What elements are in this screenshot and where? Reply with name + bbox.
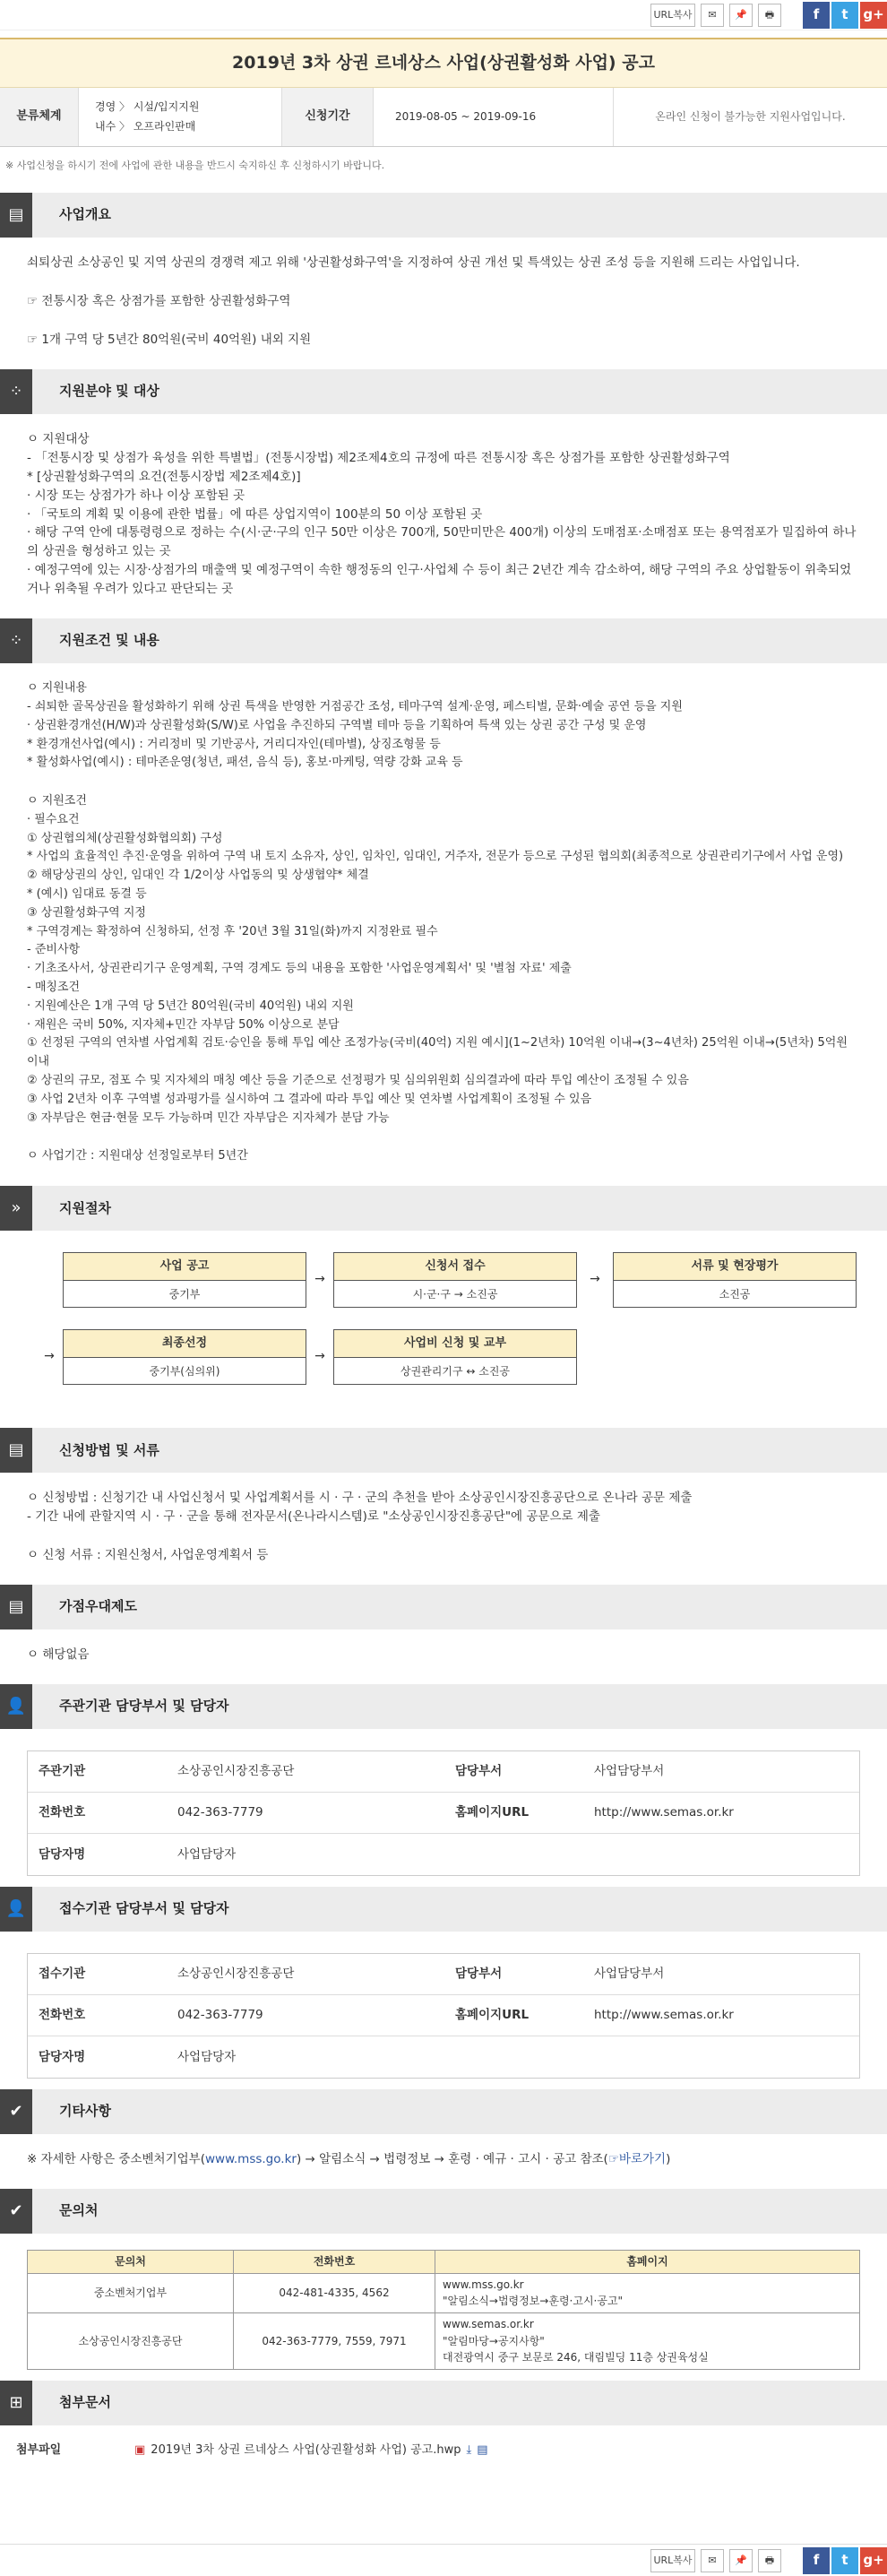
section-header-procedure — [0, 1186, 887, 1231]
bonus-body — [0, 1629, 887, 1675]
url-copy-button[interactable]: URL복사 — [650, 4, 695, 27]
overview-text: ☞ 1개 구역 당 5년간 80억원(국비 40억원) 내외 지원 — [27, 332, 312, 347]
host-dept-value: 사업담당부서 — [583, 1751, 859, 1793]
section-title: 기타사항 — [59, 2103, 111, 2120]
cond-line: * 환경개선사업(예시) : 거리정비 및 기반공사, 거리디자인(테마별), 상징조형물 등 — [27, 737, 441, 751]
apply-line: ㅇ 신청방법 : 신청기간 내 사업신청서 및 사업계획서를 시 · 구 · 군의 추천을 받아 소상공인시장진흥공단으로 온나라 공문 제출 — [27, 1491, 693, 1506]
step-head: 최종선정 — [64, 1330, 306, 1358]
section-title: 접수기관 담당부서 및 담당자 — [59, 1900, 229, 1917]
receiver-tel-label: 전화번호 — [28, 1995, 167, 2036]
arrow-right-icon: → — [590, 1272, 600, 1287]
check-icon: ✔ — [0, 2189, 32, 2234]
bonus-line: ㅇ 해당없음 — [27, 1647, 90, 1662]
host-url-label: 홈페이지URL — [444, 1793, 583, 1834]
receiver-person-value: 사업담당자 — [177, 2049, 237, 2064]
section-header-conditions — [0, 618, 887, 663]
receiver-org-label: 접수기관 — [28, 1954, 167, 1995]
apply-line: - 기간 내에 관할지역 시 · 구 · 군을 통해 전자문서(온나라시스템)로 "소상공인시장진흥공단"에 공문으로 제출 — [27, 1509, 600, 1525]
step-head: 사업 공고 — [64, 1253, 306, 1281]
cond-line: · 재원은 국비 50%, 지자체+민간 자부담 50% 이상으로 분담 — [27, 1017, 340, 1032]
cond-line: - 매칭조건 — [27, 981, 81, 995]
host-tel-value: 042-363-7779 — [167, 1793, 444, 1834]
pin-icon[interactable]: 📌 — [729, 4, 753, 27]
hwp-file-icon: ▣ — [134, 2442, 146, 2457]
category-line-2: 내수 〉 오프라인판매 — [95, 120, 196, 133]
mss-link[interactable]: www.mss.go.kr — [205, 2151, 297, 2166]
etc-suffix: ) — [666, 2151, 671, 2166]
receiver-url-label: 홈페이지URL — [444, 1995, 583, 2036]
cond-line: · 지원예산은 1개 구역 당 5년간 80억원(국비 40억원) 내외 지원 — [27, 998, 354, 1013]
contact-home — [435, 2273, 860, 2312]
attach-file — [134, 2442, 488, 2459]
section-header-overview — [0, 193, 887, 238]
cond-line: ③ 상권활성화구역 지정 — [27, 905, 146, 920]
section-header-contact — [0, 2189, 887, 2234]
target-line: · 해당 구역 안에 대통령령으로 정하는 수(시·군·구의 인구 50만 이상은 700개, 50만미만은 400개) 이상의 도매점포·소매점포 또는 용역점포가 밀집하여 하나의 상권을 형성하고 있는 곳 — [27, 525, 857, 559]
person-icon: 👤 — [0, 1684, 32, 1729]
contact-org: 중소벤처기업부 — [28, 2273, 234, 2312]
receiver-org-value: 소상공인시장진흥공단 — [167, 1954, 444, 1995]
contact-home-url[interactable]: www.mss.go.kr — [443, 2278, 524, 2291]
attach-file-link[interactable]: 2019년 3차 상권 르네상스 사업(상권활성화 사업) 공고.hwp — [151, 2442, 461, 2457]
target-line: · 예정구역에 있는 시장·상점가의 매출액 및 예정구역이 속한 행정동의 인구·사업체 수 등이 최근 2년간 계속 감소하여, 해당 구역의 주요 상업활동이 위축되었거나 위축될 우려가 있다고 판단되는 곳 — [27, 563, 852, 597]
target-line: · 시장 또는 상점가가 하나 이상 포함된 곳 — [27, 488, 245, 503]
target-line: ㅇ 지원대상 — [27, 431, 90, 446]
plus-box-icon: ⊞ — [0, 2381, 32, 2425]
etc-body — [0, 2134, 887, 2180]
section-title: 신청방법 및 서류 — [59, 1441, 159, 1458]
cond-line: * (예시) 임대료 동결 등 — [27, 887, 147, 902]
category-line-1: 경영 〉 시설/입지지원 — [95, 100, 200, 113]
google-plus-icon[interactable]: g+ — [860, 2547, 887, 2574]
pin-icon[interactable]: 📌 — [729, 2549, 753, 2572]
contact-tel: 042-481-4335, 4562 — [234, 2273, 435, 2312]
section-header-etc — [0, 2089, 887, 2134]
etc-prefix: ※ 자세한 사항은 중소벤처기업부( — [27, 2151, 205, 2166]
facebook-icon[interactable]: f — [803, 2547, 830, 2574]
receiver-dept-value: 사업담당부서 — [583, 1954, 859, 1995]
cond-line: ③ 사업 2년차 이후 구역별 성과평가를 실시하여 그 결과에 따라 투입 예산 및 연차별 사업계획이 조정될 수 있음 — [27, 1092, 592, 1106]
overview-body — [0, 238, 887, 360]
cond-line: ㅇ 사업기간 : 지원대상 선정일로부터 5년간 — [27, 1149, 248, 1163]
procedure-step — [63, 1252, 306, 1308]
step-sub: 중기부 — [168, 1287, 201, 1301]
sns-share — [803, 2547, 887, 2574]
cond-line: * 활성화사업(예시) : 테마존운영(청년, 패션, 음식 등), 홍보·마케팅, 역량 강화 교육 등 — [27, 756, 463, 770]
cond-line: ㅇ 지원조건 — [27, 794, 87, 808]
host-org-value: 소상공인시장진흥공단 — [167, 1751, 444, 1793]
host-org-label: 주관기관 — [28, 1751, 167, 1793]
twitter-icon[interactable]: t — [831, 2547, 858, 2574]
host-dept-label: 담당부서 — [444, 1751, 583, 1793]
section-header-host — [0, 1684, 887, 1729]
cond-line: ③ 자부담은 현금·현물 모두 가능하며 민간 자부담은 지자체가 분담 가능 — [27, 1111, 390, 1125]
document-icon: ▤ — [0, 1428, 32, 1473]
etc-line — [27, 2150, 860, 2169]
section-header-target — [0, 369, 887, 414]
host-person-value: 사업담당자 — [177, 1846, 237, 1862]
contact-home-url[interactable]: www.semas.or.kr — [443, 2318, 534, 2331]
step-sub: 시·군·구 → 소진공 — [412, 1287, 498, 1301]
check-icon: ✔ — [0, 2089, 32, 2134]
shortcut-link[interactable]: ☞바로가기 — [607, 2151, 667, 2166]
target-line: · 「국토의 계획 및 이용에 관한 법률」에 따른 상업지역이 100분의 50 이상 포함된 곳 — [27, 506, 483, 522]
contact-home-address: 대전광역시 중구 보문로 246, 대림빌딩 11층 상권육성실 — [443, 2351, 709, 2364]
procedure-step — [333, 1252, 577, 1308]
section-header-receiver — [0, 1887, 887, 1932]
section-title: 지원조건 및 내용 — [59, 632, 159, 649]
url-copy-button[interactable]: URL복사 — [650, 2549, 695, 2572]
contact-org: 소상공인시장진흥공단 — [28, 2313, 234, 2370]
cond-line: · 기초조사서, 상권관리기구 운영계획, 구역 경계도 등의 내용을 포함한 '사업운영계획서' 및 '별첨 자료' 제출 — [27, 962, 572, 976]
cond-line: ② 상권의 규모, 점포 수 및 지자체의 매칭 예산 등을 기준으로 선정평가 및 심의위원회 심의결과에 따라 투입 예산이 조정될 수 있음 — [27, 1074, 689, 1088]
cond-line: * 사업의 효율적인 추진·운영을 위하여 구역 내 토지 소유자, 상인, 임차인, 임대인, 거주자, 전문가 등으로 구성된 협의회(최종적으로 상권관리기구에서 사업 운영) — [27, 850, 844, 864]
host-tel-label: 전화번호 — [28, 1793, 167, 1834]
procedure-flow — [0, 1231, 887, 1419]
step-head: 서류 및 현장평가 — [614, 1253, 856, 1281]
contact-home-path: "알림마당→공지사항" — [443, 2334, 545, 2347]
step-sub: 중기부(심의위) — [149, 1364, 220, 1378]
host-person-label: 담당자명 — [39, 1846, 86, 1862]
document-icon: ▤ — [0, 193, 32, 238]
section-title: 지원절차 — [59, 1199, 111, 1216]
receiver-tel-value: 042-363-7779 — [167, 1995, 444, 2036]
mail-icon[interactable]: ✉ — [701, 2549, 724, 2572]
cond-line: ① 상권협의체(상권활성화협의회) 구성 — [27, 831, 223, 845]
section-title: 가점우대제도 — [59, 1598, 137, 1615]
double-chevron-icon: » — [0, 1186, 32, 1231]
contact-tel: 042-363-7779, 7559, 7971 — [234, 2313, 435, 2370]
contact-home — [435, 2313, 860, 2370]
target-line: * [상권활성화구역의 요건(전통시장법 제2조제4호)] — [27, 469, 301, 484]
step-head: 신청서 접수 — [334, 1253, 576, 1281]
online-note: 온라인 신청이 불가능한 지원사업입니다. — [655, 110, 846, 124]
attach-label: 첨부파일 — [16, 2442, 62, 2457]
target-line: - 「전통시장 및 상점가 육성을 위한 특별법」(전통시장법) 제2조제4호의 규정에 따른 전통시장 혹은 상점가를 포함한 상권활성화구역 — [27, 450, 730, 465]
section-title: 지원분야 및 대상 — [59, 383, 159, 400]
receiver-url-link[interactable]: http://www.semas.or.kr — [583, 1995, 859, 2036]
attach-row — [0, 2433, 887, 2468]
receiver-dept-label: 담당부서 — [444, 1954, 583, 1995]
person-icon: 👤 — [0, 1887, 32, 1932]
arrow-right-icon: → — [314, 1272, 325, 1287]
contact-header: 홈페이지 — [435, 2250, 860, 2273]
facebook-icon[interactable]: f — [803, 2, 830, 29]
step-sub: 소진공 — [719, 1287, 751, 1301]
cond-line: - 쇠퇴한 골목상권을 활성화하기 위해 상권 특색을 반영한 거점공간 조성, 테마구역 설계·운영, 페스티벌, 문화·예술 공연 등을 지원 — [27, 699, 683, 713]
cond-line: ① 선정된 구역의 연차별 사업계획 검토·승인을 통해 투입 예산 조정가능(국비(40억) 지원 예시](1~2년차) 10억원 이내→(3~4년차) 25억원 이내→(5년차) 5억원 이내 — [27, 1036, 848, 1069]
twitter-icon[interactable]: t — [831, 2, 858, 29]
host-table — [27, 1750, 860, 1876]
print-icon[interactable]: 🖶 — [758, 2549, 781, 2572]
bottom-toolbar — [0, 2544, 887, 2576]
contact-table — [27, 2250, 860, 2370]
category-label: 분류체계 — [0, 88, 79, 146]
receiver-person-label: 담당자명 — [39, 2049, 86, 2064]
apply-body — [0, 1473, 887, 1576]
apply-line: ㅇ 신청 서류 : 지원신청서, 사업운영계획서 등 — [27, 1548, 269, 1563]
conditions-body — [0, 663, 887, 1177]
step-head: 사업비 신청 및 교부 — [334, 1330, 576, 1358]
etc-middle: ) → 알림소식 → 법령정보 → 훈령 · 예규 · 고시 · 공고 참조( — [296, 2151, 608, 2166]
arrow-right-icon: → — [44, 1349, 55, 1364]
document-icon: ▤ — [0, 1585, 32, 1629]
section-title: 첨부문서 — [59, 2394, 111, 2411]
mail-icon[interactable]: ✉ — [701, 4, 724, 27]
category-value — [79, 88, 282, 146]
section-header-bonus — [0, 1585, 887, 1629]
warning-text: ※ 사업신청을 하시기 전에 사업에 관한 내용을 반드시 숙지하신 후 신청하시기 바랍니다. — [5, 160, 385, 171]
section-header-attach — [0, 2381, 887, 2425]
overview-text: 쇠퇴상권 소상공인 및 지역 상권의 경쟁력 제고 위해 '상권활성화구역'을 지정하여 상권 개선 및 특색있는 상권 조성 등을 지원해 드리는 사업입니다. — [27, 255, 800, 271]
section-title: 주관기관 담당부서 및 담당자 — [59, 1698, 229, 1715]
meta-row — [0, 88, 887, 147]
overview-text: ☞ 전통시장 혹은 상점가를 포함한 상권활성화구역 — [27, 293, 291, 308]
procedure-step — [333, 1329, 577, 1385]
step-sub: 상권관리기구 ↔ 소진공 — [400, 1364, 510, 1378]
cond-line: · 상권환경개선(H/W)과 상권활성화(S/W)로 사업을 추진하되 구역별 테마 등을 기획하여 특색 있는 상권 공간 구성 및 운영 — [27, 718, 647, 732]
procedure-step — [63, 1329, 306, 1385]
section-title: 사업개요 — [59, 206, 111, 223]
cond-line: ㅇ 지원내용 — [27, 681, 87, 696]
procedure-step — [613, 1252, 857, 1308]
target-body — [0, 414, 887, 609]
cond-line: · 필수요건 — [27, 812, 80, 826]
contact-home-path: "알림소식→법령정보→훈령·고시·공고" — [443, 2295, 624, 2308]
section-title: 문의처 — [59, 2202, 99, 2219]
cond-line: ② 해당상권의 상인, 임대인 각 1/2이상 사업동의 및 상생협약* 체결 — [27, 869, 369, 883]
google-plus-icon[interactable]: g+ — [860, 2, 887, 29]
sns-share — [803, 2, 887, 29]
cond-line: * 구역경계는 확정하여 신청하되, 선정 후 '20년 3월 31일(화)까지 지정완료 필수 — [27, 924, 438, 938]
cond-line: - 준비사항 — [27, 943, 81, 957]
section-header-apply — [0, 1428, 887, 1473]
contact-header: 문의처 — [28, 2250, 234, 2273]
contact-header: 전화번호 — [234, 2250, 435, 2273]
top-toolbar — [0, 0, 887, 30]
period-label: 신청기간 — [282, 88, 374, 146]
period-value: 2019-08-05 ~ 2019-09-16 — [374, 88, 614, 146]
host-url-link[interactable]: http://www.semas.or.kr — [583, 1793, 859, 1834]
loading-dots-icon: ⁘ — [0, 618, 32, 663]
loading-dots-icon: ⁘ — [0, 369, 32, 414]
receiver-table — [27, 1953, 860, 2079]
arrow-right-icon: → — [314, 1349, 325, 1364]
download-icon[interactable]: ⤓ — [466, 2442, 472, 2457]
print-icon[interactable]: 🖶 — [758, 4, 781, 27]
page-title: 2019년 3차 상권 르네상스 사업(상권활성화 사업) 공고 — [0, 38, 887, 88]
preview-icon[interactable]: ▤ — [477, 2442, 488, 2457]
